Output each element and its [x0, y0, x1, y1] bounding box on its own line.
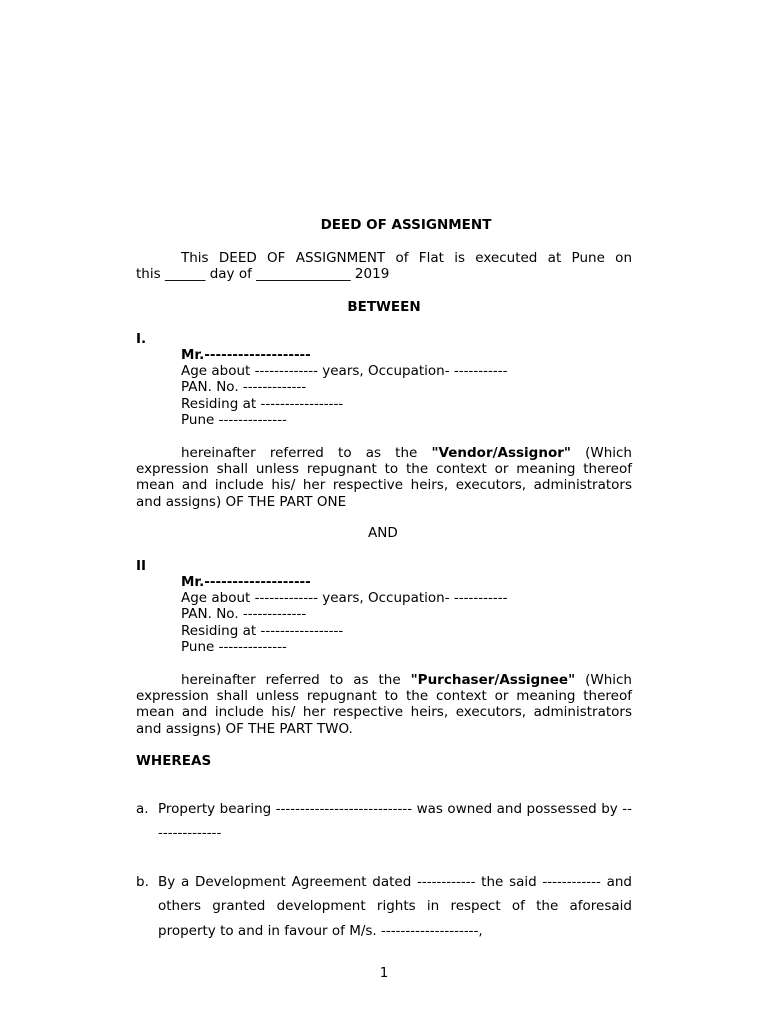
party-two-numeral: II	[136, 558, 147, 574]
party-two-description	[136, 672, 632, 737]
party-one-details	[181, 347, 621, 428]
party-one-name: Mr.-------------------	[181, 347, 311, 363]
party-one-desc-prefix: hereinafter referred to as the	[181, 445, 432, 461]
intro-line-2: this ______ day of ______________ 2019	[136, 266, 390, 283]
party-two-city: Pune --------------	[181, 638, 287, 655]
document-page	[136, 0, 632, 1024]
recital-item	[136, 797, 632, 846]
intro-paragraph	[136, 250, 632, 282]
recital-text: By a Development Agreement dated ------------ the said ------------ and others granted development rights in respect of the aforesaid property to and in favour of M/s. --------------------,	[158, 874, 632, 939]
party-one-pan: PAN. No. -------------	[181, 379, 307, 396]
party-two-desc-prefix: hereinafter referred to as the	[181, 672, 411, 688]
party-two-pan: PAN. No. -------------	[181, 606, 307, 623]
party-two-name: Mr.-------------------	[181, 574, 311, 590]
party-one-residing: Residing at -----------------	[181, 395, 344, 412]
and-separator: AND	[368, 525, 398, 541]
whereas-heading: WHEREAS	[136, 753, 212, 769]
party-one-role: "Vendor/Assignor"	[431, 445, 571, 461]
party-one-desc-suffix: (Which expression shall unless repugnant to the context or meaning thereof mean and include his/ her respective heirs, executors, administrators and assigns) OF THE PART ONE	[136, 445, 632, 510]
page-number: 1	[379, 965, 389, 981]
recital-text: Property bearing ---------------------------- was owned and possessed by ---------------	[158, 801, 632, 842]
recital-marker: b.	[136, 874, 149, 890]
intro-line-1: This DEED OF ASSIGNMENT of Flat is executed at Pune on	[181, 250, 632, 266]
party-one-city: Pune --------------	[181, 411, 287, 428]
party-one-numeral: I.	[136, 331, 147, 347]
party-one-description	[136, 445, 632, 510]
party-two-residing: Residing at -----------------	[181, 622, 344, 639]
document-title: DEED OF ASSIGNMENT	[320, 217, 492, 233]
party-two-desc-suffix: (Which expression shall unless repugnant to the context or meaning thereof mean and include his/ her respective heirs, executors, administrators and assigns) OF THE PART TWO.	[136, 672, 632, 737]
party-two-role: "Purchaser/Assignee"	[410, 672, 576, 688]
party-one-age: Age about ------------- years, Occupation- -----------	[181, 363, 508, 380]
recital-item	[136, 870, 632, 943]
party-two-age: Age about ------------- years, Occupation- -----------	[181, 590, 508, 607]
party-two-details	[181, 574, 621, 655]
recital-marker: a.	[136, 801, 149, 817]
between-heading: BETWEEN	[347, 299, 421, 315]
